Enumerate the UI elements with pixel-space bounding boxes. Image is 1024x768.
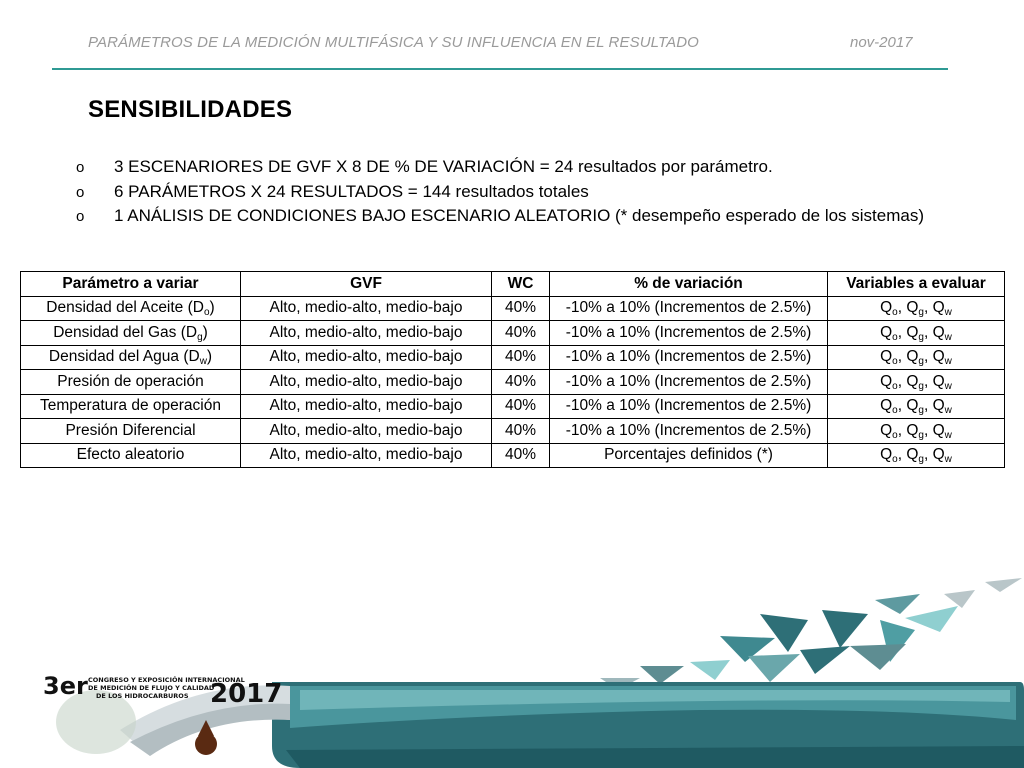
eval-var-letter: Q xyxy=(932,397,945,415)
eval-var-subscript: w xyxy=(944,405,952,417)
bullet-item xyxy=(76,155,924,180)
cell-parameter xyxy=(21,370,241,395)
eval-var-separator: , xyxy=(897,348,903,366)
cell-parameter xyxy=(21,296,241,321)
parameter-close: ) xyxy=(202,323,208,341)
eval-var-letter: Q xyxy=(932,446,945,464)
cell-eval-vars xyxy=(828,394,1005,419)
parameter-text: Densidad del Gas (D xyxy=(53,323,198,341)
eval-var-separator: , xyxy=(897,421,903,439)
eval-var-subscript: g xyxy=(918,331,924,343)
bullet-text: 3 ESCENARIORES DE GVF X 8 DE % DE VARIACIÓN = 24 resultados por parámetro. xyxy=(114,157,773,176)
cell-parameter xyxy=(21,419,241,444)
eval-var-separator: , xyxy=(897,397,903,415)
cell-eval-vars xyxy=(828,296,1005,321)
parameter-text: Densidad del Agua (D xyxy=(48,348,200,366)
table-row xyxy=(21,345,1005,370)
cell-gvf: Alto, medio-alto, medio-bajo xyxy=(241,419,492,444)
eval-var-letter: Q xyxy=(906,372,919,390)
eval-var-subscript: o xyxy=(892,380,898,392)
bullet-text: 6 PARÁMETROS X 24 RESULTADOS = 144 resultados totales xyxy=(114,181,589,201)
cell-gvf: Alto, medio-alto, medio-bajo xyxy=(241,296,492,321)
decor-triangle xyxy=(850,644,906,670)
eval-var-subscript: w xyxy=(944,356,952,368)
cell-wc: 40% xyxy=(492,419,550,444)
eval-var-separator: , xyxy=(923,372,929,390)
table-row xyxy=(21,321,1005,346)
parameters-table xyxy=(20,271,1005,468)
decor-triangle xyxy=(944,590,975,608)
bullet-item xyxy=(76,204,924,229)
eval-var-letter: Q xyxy=(932,348,945,366)
bullet-marker: o xyxy=(76,183,85,201)
parameter-subscript: w xyxy=(199,356,207,368)
logo-line2: DE MEDICIÓN DE FLUJO Y CALIDAD xyxy=(88,684,215,692)
header-title: PARÁMETROS DE LA MEDICIÓN MULTIFÁSICA Y SU INFLUENCIA EN EL RESULTADO xyxy=(88,34,699,51)
table-row xyxy=(21,296,1005,321)
cell-wc: 40% xyxy=(492,296,550,321)
parameter-text: Densidad del Aceite (D xyxy=(46,299,204,317)
eval-var-letter: Q xyxy=(932,421,945,439)
eval-var-separator: , xyxy=(923,446,929,464)
parameter-subscript: g xyxy=(197,331,203,343)
eval-var-letter: Q xyxy=(880,397,893,415)
bullet-marker: o xyxy=(76,159,85,176)
eval-var-letter: Q xyxy=(880,323,893,341)
eval-var-letter: Q xyxy=(880,421,893,439)
eval-var-subscript: g xyxy=(918,454,924,466)
eval-var-separator: , xyxy=(923,397,929,415)
cell-eval-vars xyxy=(828,443,1005,468)
eval-var-subscript: o xyxy=(892,356,898,368)
eval-var-subscript: o xyxy=(892,331,898,343)
page-title: SENSIBILIDADES xyxy=(88,96,293,123)
eval-var-separator: , xyxy=(923,348,929,366)
cell-gvf: Alto, medio-alto, medio-bajo xyxy=(241,345,492,370)
parameter-text: Temperatura de operación xyxy=(40,397,221,415)
table-header-row xyxy=(21,272,1005,297)
cell-variation: -10% a 10% (Incrementos de 2.5%) xyxy=(550,321,828,346)
table-row xyxy=(21,394,1005,419)
decor-triangle xyxy=(875,594,920,614)
eval-var-letter: Q xyxy=(880,372,893,390)
eval-var-subscript: g xyxy=(918,307,924,319)
cell-variation: -10% a 10% (Incrementos de 2.5%) xyxy=(550,345,828,370)
cell-variation: -10% a 10% (Incrementos de 2.5%) xyxy=(550,296,828,321)
header-divider xyxy=(52,68,948,70)
cell-parameter xyxy=(21,394,241,419)
eval-var-letter: Q xyxy=(906,397,919,415)
cell-parameter xyxy=(21,443,241,468)
cell-wc: 40% xyxy=(492,443,550,468)
cell-eval-vars xyxy=(828,321,1005,346)
logo-number: 3er xyxy=(43,672,88,700)
eval-var-separator: , xyxy=(897,372,903,390)
eval-var-letter: Q xyxy=(880,348,893,366)
parameter-subscript: o xyxy=(203,307,210,319)
column-header: Variables a evaluar xyxy=(828,272,1005,297)
cell-variation: -10% a 10% (Incrementos de 2.5%) xyxy=(550,370,828,395)
bullet-marker: o xyxy=(76,208,85,225)
logo-line3: DE LOS HIDROCARBUROS xyxy=(96,692,189,700)
header-date: nov-2017 xyxy=(850,34,913,51)
eval-var-subscript: o xyxy=(892,405,898,417)
decor-triangle xyxy=(985,578,1022,592)
cell-gvf: Alto, medio-alto, medio-bajo xyxy=(241,443,492,468)
eval-var-subscript: w xyxy=(944,454,952,466)
column-header: Parámetro a variar xyxy=(21,272,241,297)
eval-var-letter: Q xyxy=(880,299,893,317)
congress-logo xyxy=(38,670,288,768)
cell-eval-vars xyxy=(828,370,1005,395)
cell-gvf: Alto, medio-alto, medio-bajo xyxy=(241,370,492,395)
cell-wc: 40% xyxy=(492,345,550,370)
eval-var-separator: , xyxy=(923,421,929,439)
decor-triangle xyxy=(640,666,684,684)
eval-var-subscript: w xyxy=(944,331,952,343)
eval-var-subscript: w xyxy=(944,380,952,392)
eval-var-letter: Q xyxy=(880,446,893,464)
eval-var-letter: Q xyxy=(906,421,919,439)
cell-eval-vars xyxy=(828,419,1005,444)
eval-var-separator: , xyxy=(923,323,929,341)
eval-var-letter: Q xyxy=(932,372,945,390)
eval-var-letter: Q xyxy=(906,348,919,366)
eval-var-letter: Q xyxy=(906,299,919,317)
decor-triangle xyxy=(748,654,800,682)
cell-gvf: Alto, medio-alto, medio-bajo xyxy=(241,394,492,419)
cell-parameter xyxy=(21,321,241,346)
column-header: GVF xyxy=(241,272,492,297)
eval-var-separator: , xyxy=(897,299,903,317)
parameter-text: Presión Diferencial xyxy=(65,421,196,439)
cell-wc: 40% xyxy=(492,394,550,419)
decor-triangle xyxy=(905,606,958,632)
eval-var-separator: , xyxy=(923,299,929,317)
eval-var-subscript: w xyxy=(944,307,952,319)
bullet-text: 1 ANÁLISIS DE CONDICIONES BAJO ESCENARIO ALEATORIO (* desempeño esperado de los sistemas) xyxy=(114,206,925,225)
column-header: WC xyxy=(492,272,550,297)
cell-wc: 40% xyxy=(492,321,550,346)
eval-var-subscript: o xyxy=(892,454,898,466)
eval-var-subscript: o xyxy=(892,429,898,441)
cell-variation: Porcentajes definidos (*) xyxy=(550,443,828,468)
eval-var-subscript: w xyxy=(944,429,952,441)
decor-triangle xyxy=(822,610,868,648)
eval-var-separator: , xyxy=(897,446,903,464)
eval-var-letter: Q xyxy=(906,446,919,464)
oil-drop-icon xyxy=(195,733,217,755)
parameter-text: Presión de operación xyxy=(57,372,204,390)
cell-variation: -10% a 10% (Incrementos de 2.5%) xyxy=(550,419,828,444)
cell-parameter xyxy=(21,345,241,370)
eval-var-subscript: g xyxy=(918,405,924,417)
decor-triangle xyxy=(800,646,850,674)
column-header: % de variación xyxy=(550,272,828,297)
cell-eval-vars xyxy=(828,345,1005,370)
cell-gvf: Alto, medio-alto, medio-bajo xyxy=(241,321,492,346)
cell-wc: 40% xyxy=(492,370,550,395)
parameter-text: Efecto aleatorio xyxy=(76,446,185,464)
eval-var-separator: , xyxy=(897,323,903,341)
eval-var-subscript: g xyxy=(918,380,924,392)
parameter-close: ) xyxy=(206,348,213,366)
eval-var-letter: Q xyxy=(932,323,945,341)
logo-line1: CONGRESO Y EXPOSICIÓN INTERNACIONAL xyxy=(88,676,245,684)
eval-var-subscript: g xyxy=(918,356,924,368)
decor-triangle xyxy=(760,614,808,652)
table-row xyxy=(21,370,1005,395)
eval-var-letter: Q xyxy=(932,299,945,317)
eval-var-subscript: g xyxy=(918,429,924,441)
table-row xyxy=(21,419,1005,444)
eval-var-subscript: o xyxy=(892,307,898,319)
table-row xyxy=(21,443,1005,468)
bullet-list xyxy=(76,155,924,229)
logo-year: 2017 xyxy=(210,679,283,709)
eval-var-letter: Q xyxy=(906,323,919,341)
bullet-item xyxy=(76,180,924,205)
cell-variation: -10% a 10% (Incrementos de 2.5%) xyxy=(550,394,828,419)
decor-triangle xyxy=(690,660,730,680)
parameter-close: ) xyxy=(209,299,215,317)
